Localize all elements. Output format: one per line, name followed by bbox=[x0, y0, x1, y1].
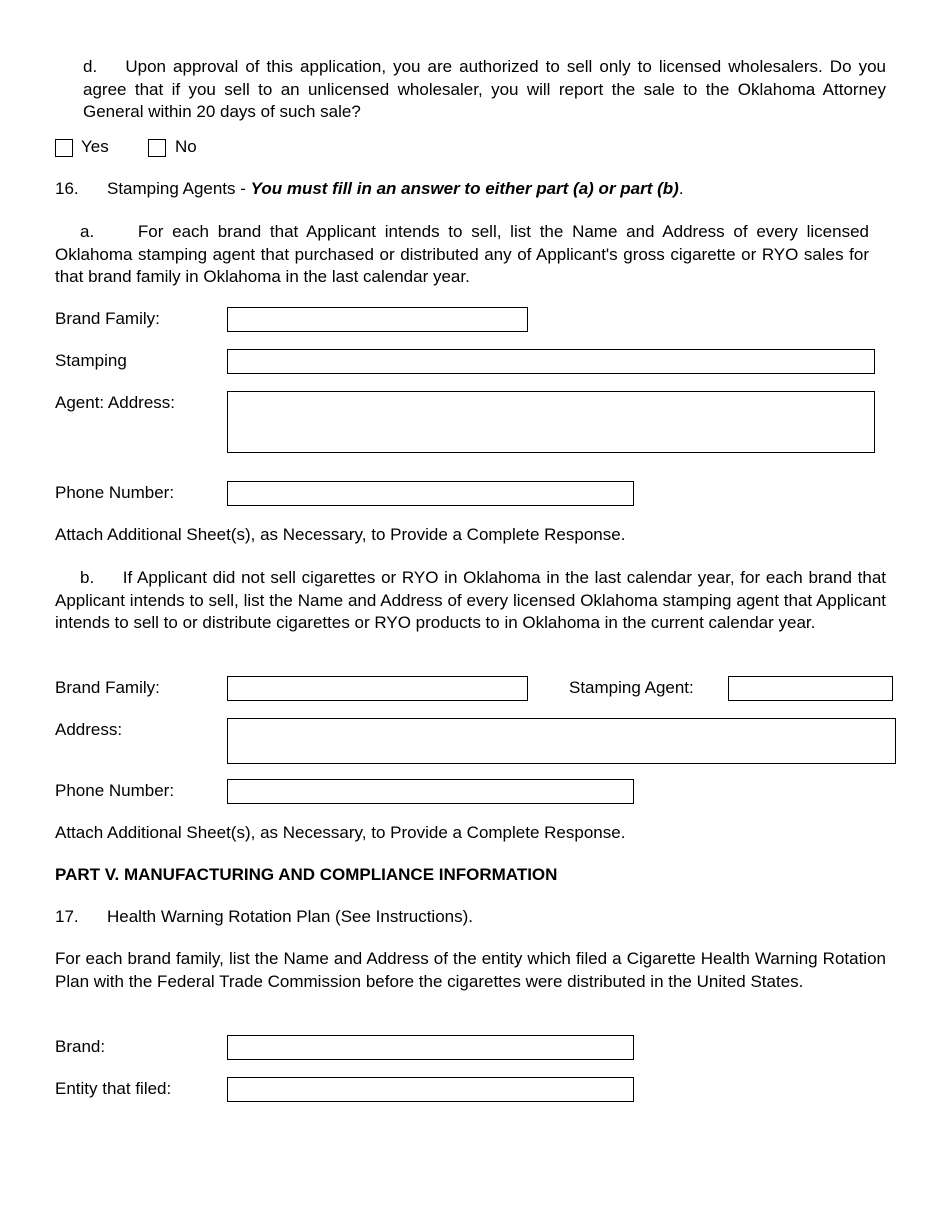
yes-label: Yes bbox=[81, 137, 109, 156]
q16a-stamping-label: Stamping bbox=[55, 351, 127, 370]
no-label: No bbox=[175, 137, 197, 156]
q17-entity-label: Entity that filed: bbox=[55, 1079, 172, 1098]
q16a-brand-family-field[interactable] bbox=[227, 307, 528, 332]
q17-brand-field[interactable] bbox=[227, 1035, 634, 1060]
q16b-text: If Applicant did not sell cigarettes or RYO in Oklahoma in the last calendar year, for each brand that Applicant intends to sell, list the Name and Address of every licensed Oklahoma stamping agent that Applicant intends to sell to or distribute cigarettes or RYO products to in Oklahoma in the current calendar year. bbox=[55, 568, 886, 632]
q17-entity-field[interactable] bbox=[227, 1077, 634, 1102]
q16b-address-field[interactable] bbox=[227, 718, 896, 764]
q16b-stamping-agent-field[interactable] bbox=[728, 676, 893, 701]
no-checkbox[interactable] bbox=[148, 139, 166, 157]
q16a-text: For each brand that Applicant intends to sell, list the Name and Address of every licensed Oklahoma stamping agent that purchased or distributed any of Applicant's gross cigarette or RYO sales for that brand family in Oklahoma in the last calendar year. bbox=[55, 222, 869, 286]
q17-heading bbox=[55, 906, 473, 928]
q16a-agent-address-label: Agent: Address: bbox=[55, 393, 176, 412]
q16-instruction-end: . bbox=[678, 179, 684, 198]
q16a-marker: a. bbox=[80, 222, 95, 241]
q16b-marker: b. bbox=[80, 568, 95, 587]
q17-brand-label: Brand: bbox=[55, 1037, 106, 1056]
q16a-agent-address-field[interactable] bbox=[227, 391, 875, 453]
q16a-paragraph bbox=[55, 221, 869, 289]
q16a-phone-field[interactable] bbox=[227, 481, 634, 506]
q16b-phone-field[interactable] bbox=[227, 779, 634, 804]
q16b-brand-family-field[interactable] bbox=[227, 676, 528, 701]
q16-title: Stamping Agents - bbox=[107, 179, 251, 198]
q16b-stamping-agent-label: Stamping Agent: bbox=[569, 678, 694, 697]
q16-heading bbox=[55, 178, 684, 200]
q17-title: Health Warning Rotation Plan (See Instructions). bbox=[107, 907, 473, 926]
q17-number: 17. bbox=[55, 907, 79, 926]
q15d-text: Upon approval of this application, you are authorized to sell only to licensed wholesalers. Do you agree that if you sell to an unlicensed wholesaler, you will report the sale to the Oklahoma Attorney General within 20 days of such sale? bbox=[83, 57, 886, 121]
q16b-paragraph bbox=[55, 567, 886, 635]
q16b-address-label: Address: bbox=[55, 720, 123, 739]
q16-instruction: You must fill in an answer to either part (a) or part (b) bbox=[250, 179, 679, 198]
q16b-attach-note: Attach Additional Sheet(s), as Necessary, to Provide a Complete Response. bbox=[55, 823, 626, 842]
q17-paragraph: For each brand family, list the Name and Address of the entity which filed a Cigarette Health Warning Rotation Plan with the Federal Trade Commission before the cigarettes were distributed in the United States. bbox=[55, 949, 886, 991]
q16b-brand-family-label: Brand Family: bbox=[55, 678, 160, 697]
q16a-stamping-agent-field[interactable] bbox=[227, 349, 875, 374]
q15d-marker: d. bbox=[83, 57, 98, 76]
q16b-phone-label: Phone Number: bbox=[55, 781, 175, 800]
yes-checkbox[interactable] bbox=[55, 139, 73, 157]
q16a-brand-family-label: Brand Family: bbox=[55, 309, 160, 328]
part5-heading: PART V. MANUFACTURING AND COMPLIANCE INFORMATION bbox=[55, 865, 558, 884]
q16a-phone-label: Phone Number: bbox=[55, 483, 175, 502]
q16-number: 16. bbox=[55, 179, 79, 198]
q15d-paragraph bbox=[83, 56, 886, 124]
q16a-attach-note: Attach Additional Sheet(s), as Necessary, to Provide a Complete Response. bbox=[55, 525, 626, 544]
